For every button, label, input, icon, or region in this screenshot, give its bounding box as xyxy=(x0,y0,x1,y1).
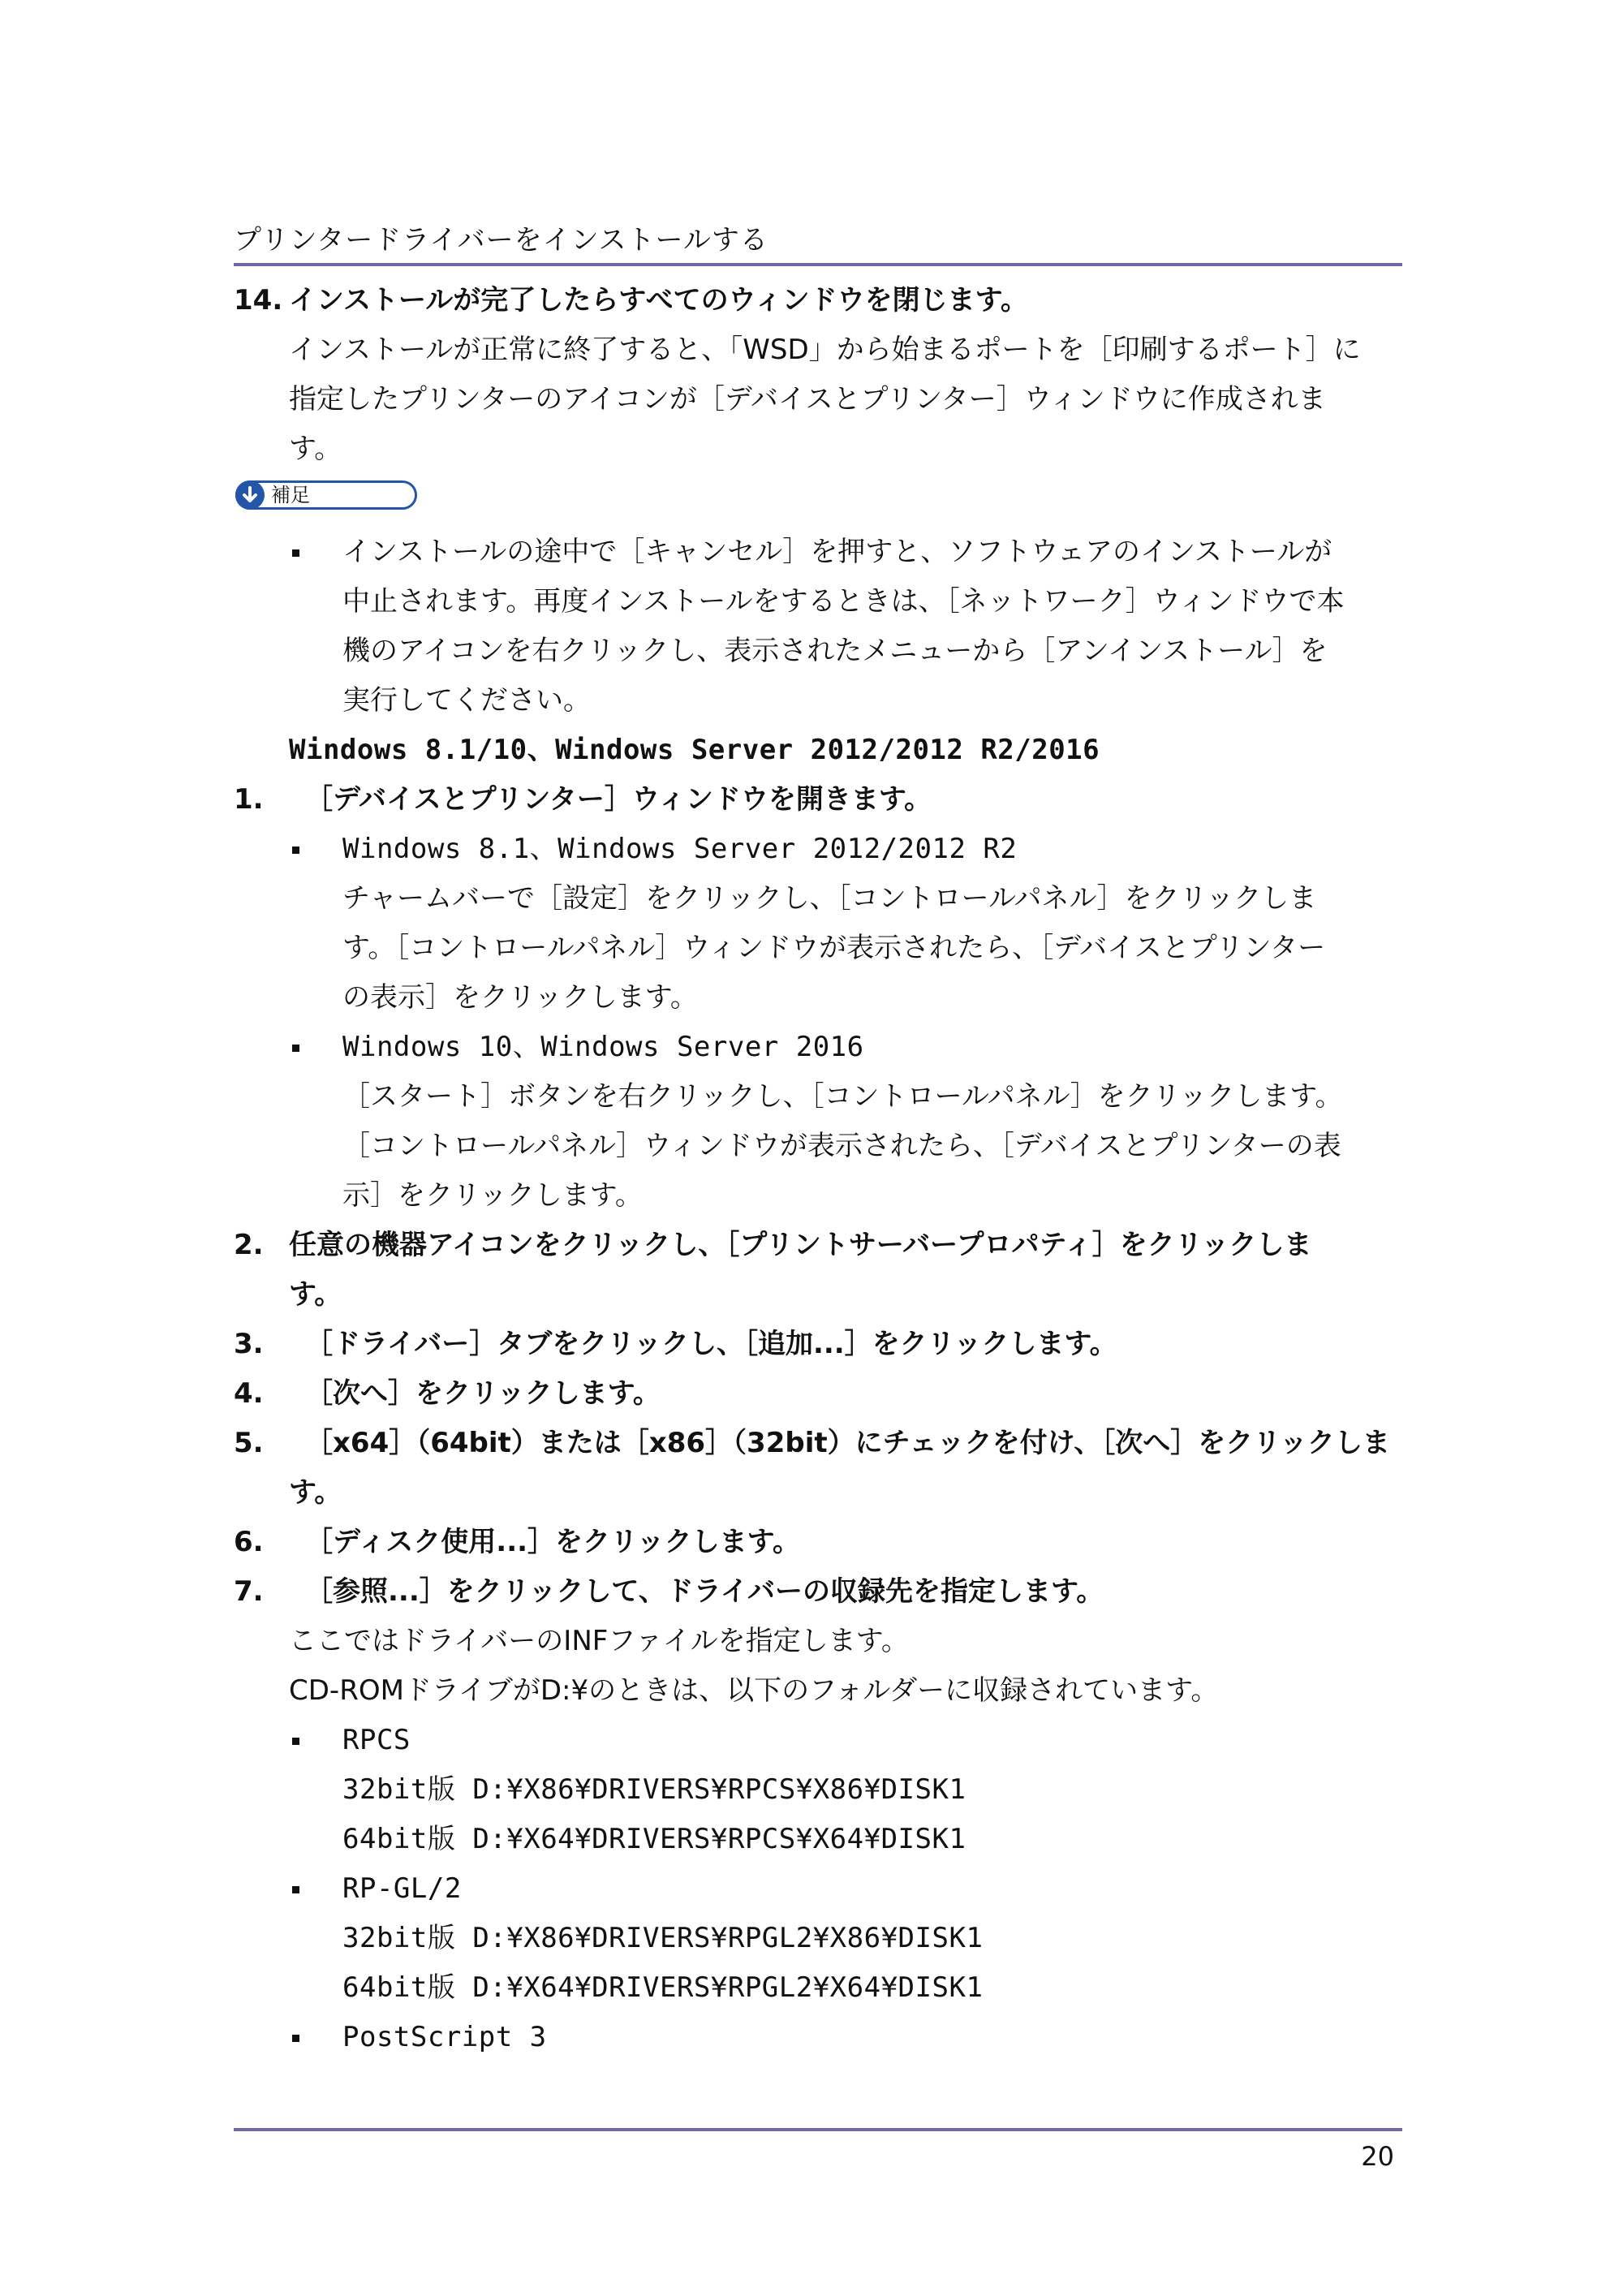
driver-bullet xyxy=(234,2013,1402,2062)
driver-path: 32bit版 D:¥X86¥DRIVERS¥RPCS¥X86¥DISK1 xyxy=(342,1773,966,1806)
os-title: Windows 10、Windows Server 2016 xyxy=(342,1031,864,1063)
step-14-body-line: インストールが正常に終了すると、「WSD」から始まるポートを［印刷するポート］に xyxy=(289,334,1361,366)
os-bullet xyxy=(234,825,1402,874)
step-text: ［デバイスとプリンター］ウィンドウを開きます。 xyxy=(305,783,932,816)
page-number: 20 xyxy=(1361,2141,1394,2172)
bullet-icon xyxy=(292,549,299,557)
step-3-heading xyxy=(234,1320,1402,1369)
header-title: プリンタードライバーをインストールする xyxy=(234,224,768,256)
note-badge xyxy=(234,480,1402,519)
step-7-heading xyxy=(234,1567,1402,1617)
step-7-body-line: CD-ROMドライブがD:¥のときは、以下のフォルダーに収録されています。 xyxy=(289,1674,1219,1707)
step-number: 6. xyxy=(234,1526,264,1558)
step-text: インストールが完了したらすべてのウィンドウを閉じます。 xyxy=(289,284,1028,317)
step-2-continuation: す。 xyxy=(289,1278,342,1311)
page-footer xyxy=(234,2128,1402,2172)
os-line: の表示］をクリックします。 xyxy=(342,981,698,1014)
os-line: ［スタート］ボタンを右クリックし、［コントロールパネル］をクリックします。 xyxy=(342,1080,1343,1113)
step-14-heading xyxy=(234,276,1402,325)
step-14-body-line: す。 xyxy=(289,433,342,465)
driver-path: 64bit版 D:¥X64¥DRIVERS¥RPGL2¥X64¥DISK1 xyxy=(342,1971,984,2004)
page-content xyxy=(234,276,1402,2062)
step-number: 5. xyxy=(234,1427,264,1459)
step-1-heading xyxy=(234,775,1402,825)
bullet-icon xyxy=(292,846,299,854)
note-line: 中止されます。再度インストールをするときは、［ネットワーク］ウィンドウで本 xyxy=(342,585,1345,618)
driver-name: RPCS xyxy=(342,1724,411,1756)
os-title: Windows 8.1、Windows Server 2012/2012 R2 xyxy=(342,833,1018,865)
step-text: ［ディスク使用...］をクリックします。 xyxy=(305,1526,800,1558)
step-text: ［x64］（64bit）または［x86］（32bit）にチェックを付け、［次へ］をクリックしま xyxy=(305,1427,1390,1459)
driver-bullet xyxy=(234,1864,1402,1914)
page-header xyxy=(234,221,1402,260)
note-line: 機のアイコンを右クリックし、表示されたメニューから［アンインストール］を xyxy=(342,635,1328,667)
step-number: 7. xyxy=(234,1575,264,1608)
bullet-icon xyxy=(292,2035,299,2042)
header-rule xyxy=(234,263,1402,266)
step-text: ［ドライバー］タブをクリックし、［追加...］をクリックします。 xyxy=(305,1328,1117,1360)
os-bullet xyxy=(234,1023,1402,1072)
step-number: 1. xyxy=(234,783,264,816)
os-line: 示］をクリックします。 xyxy=(342,1179,643,1212)
os-line: チャームバーで［設定］をクリックし、［コントロールパネル］をクリックしま xyxy=(342,882,1317,915)
step-4-heading xyxy=(234,1369,1402,1419)
os-line: ［コントロールパネル］ウィンドウが表示されたら、［デバイスとプリンターの表 xyxy=(342,1130,1341,1162)
step-14-body-line: 指定したプリンターのアイコンが［デバイスとプリンター］ウィンドウに作成されま xyxy=(289,383,1326,416)
note-line: 実行してください。 xyxy=(342,684,591,717)
step-text: 任意の機器アイコンをクリックし、［プリントサーバープロパティ］をクリックしま xyxy=(289,1229,1312,1261)
step-text: ［参照...］をクリックして、ドライバーの収録先を指定します。 xyxy=(305,1575,1104,1608)
note-bullet xyxy=(234,528,1402,577)
down-arrow-circle-icon xyxy=(235,480,265,510)
step-7-body-line: ここではドライバーのINFファイルを指定します。 xyxy=(289,1625,909,1657)
driver-path: 32bit版 D:¥X86¥DRIVERS¥RPGL2¥X86¥DISK1 xyxy=(342,1922,984,1954)
driver-path: 64bit版 D:¥X64¥DRIVERS¥RPCS¥X64¥DISK1 xyxy=(342,1823,966,1855)
step-number: 14. xyxy=(234,284,283,317)
driver-bullet xyxy=(234,1716,1402,1765)
bullet-icon xyxy=(292,1045,299,1052)
section-heading: Windows 8.1/10、Windows Server 2012/2012 R2/2016 xyxy=(289,734,1100,766)
step-2-heading xyxy=(234,1221,1402,1270)
os-line: す。［コントロールパネル］ウィンドウが表示されたら、［デバイスとプリンター xyxy=(342,932,1326,964)
note-text: インストールの途中で［キャンセル］を押すと、ソフトウェアのインストールが xyxy=(342,536,1332,568)
bullet-icon xyxy=(292,1886,299,1893)
driver-name: RP-GL/2 xyxy=(342,1872,462,1905)
bullet-icon xyxy=(292,1738,299,1745)
step-number: 4. xyxy=(234,1377,264,1410)
note-badge-label: 補足 xyxy=(271,484,310,506)
step-5-heading xyxy=(234,1419,1402,1468)
driver-name: PostScript 3 xyxy=(342,2021,547,2053)
step-number: 2. xyxy=(234,1229,264,1261)
step-text: ［次へ］をクリックします。 xyxy=(305,1377,661,1410)
step-6-heading xyxy=(234,1518,1402,1567)
step-number: 3. xyxy=(234,1328,264,1360)
footer-rule xyxy=(234,2128,1402,2131)
step-5-continuation: す。 xyxy=(289,1476,342,1509)
